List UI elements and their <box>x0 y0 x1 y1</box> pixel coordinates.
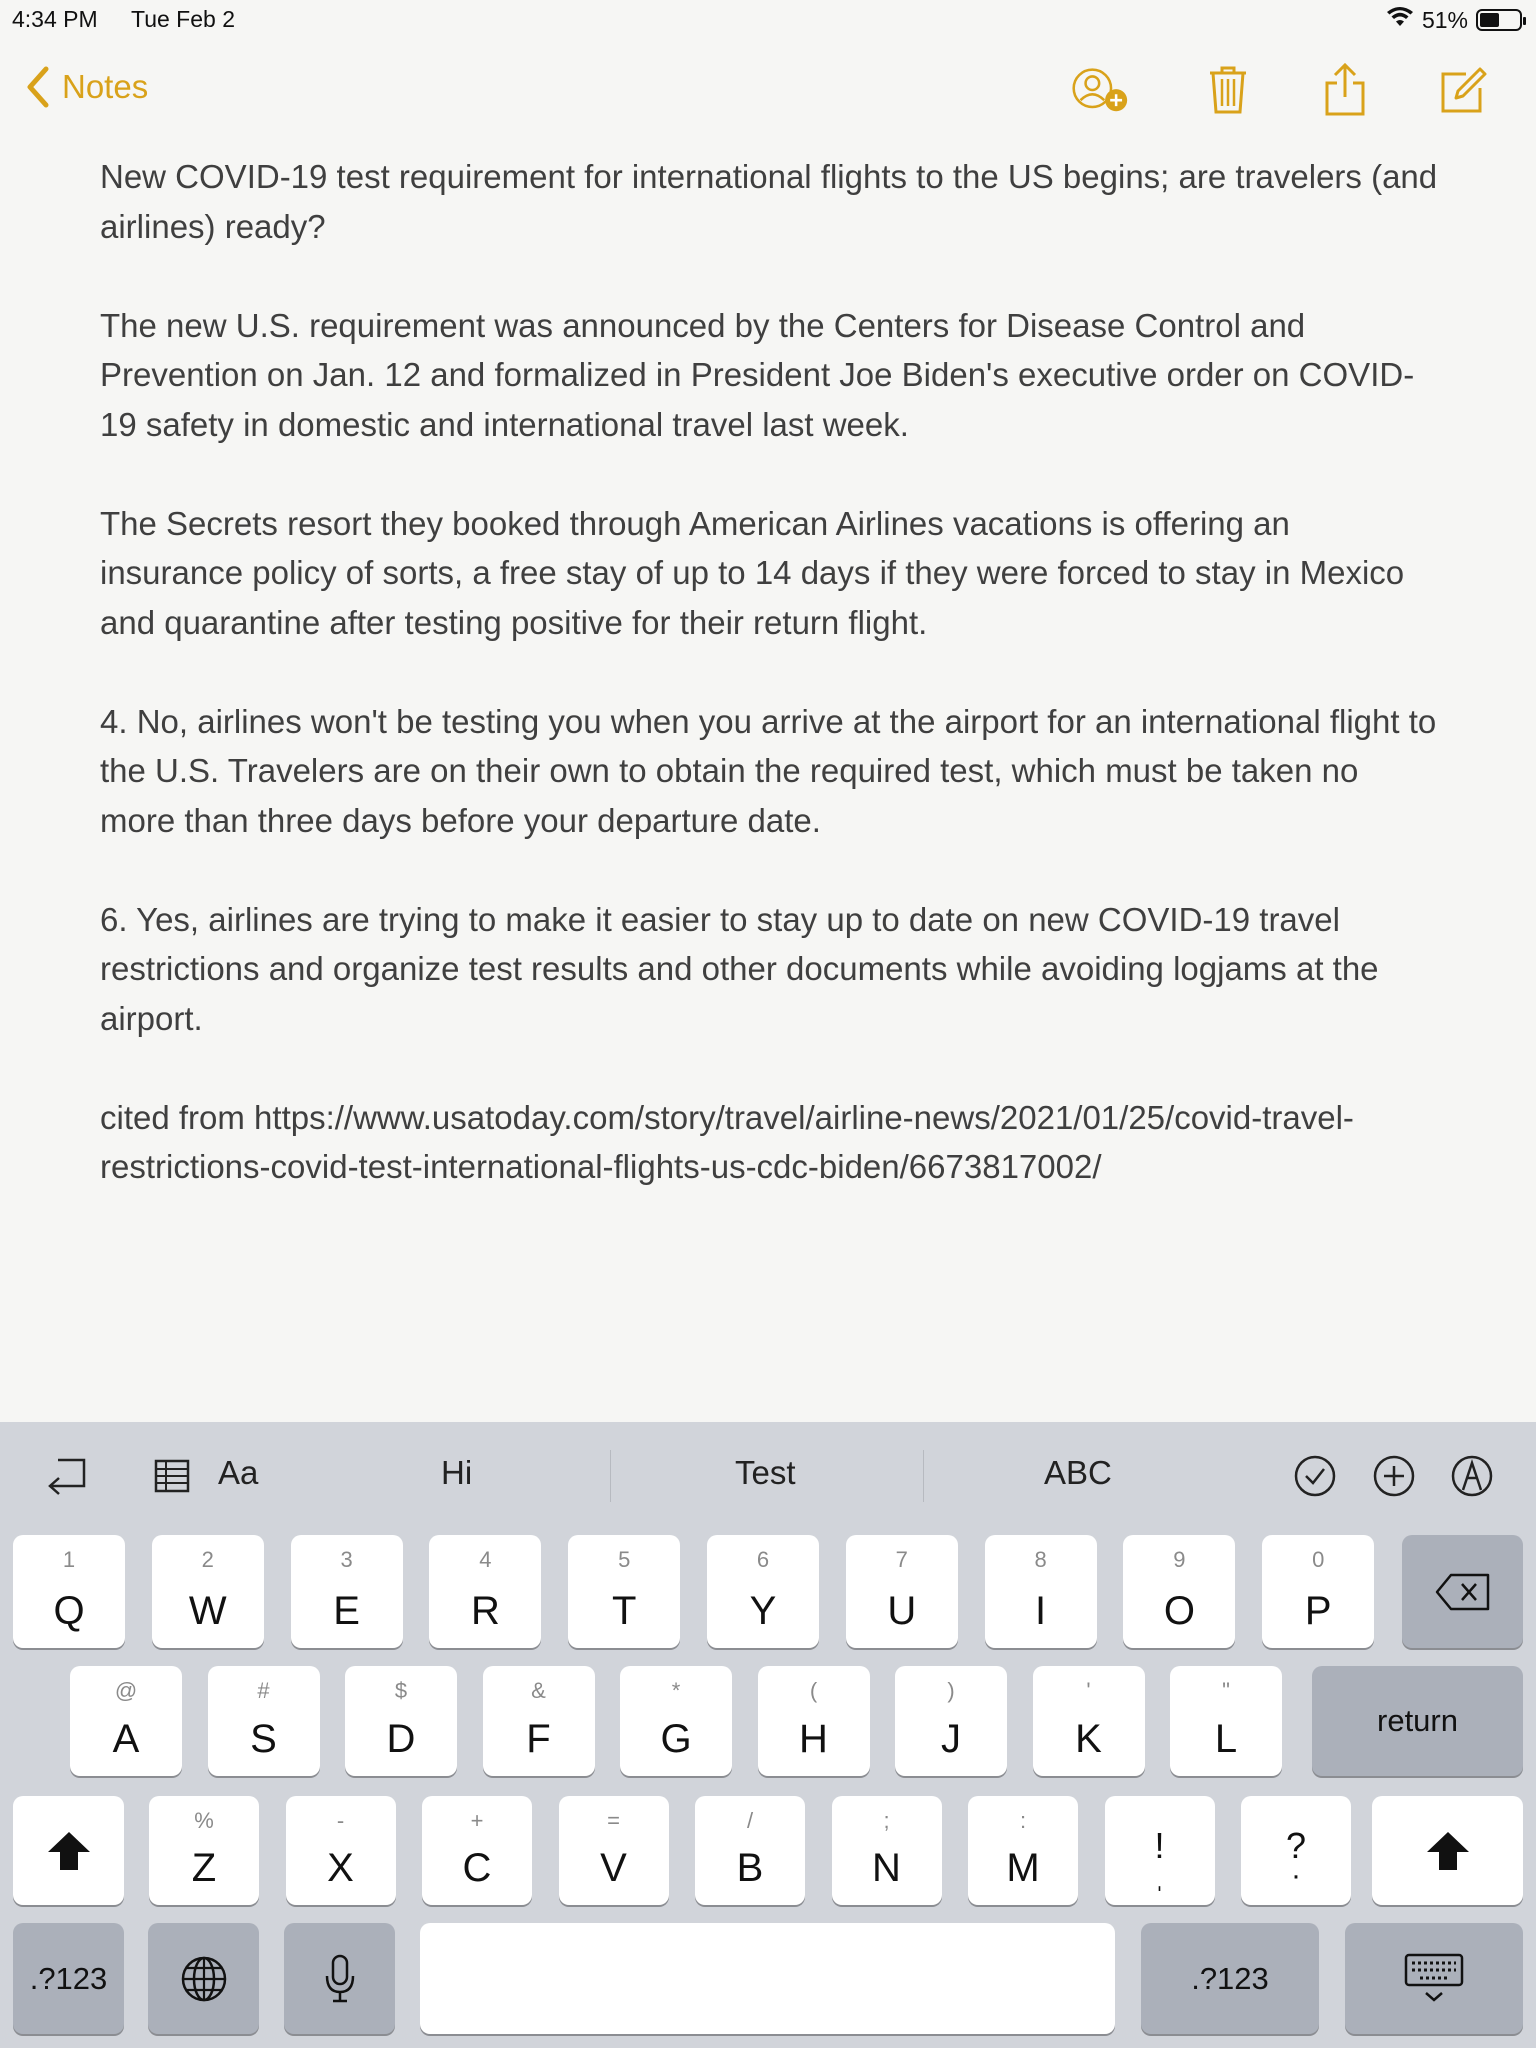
key-primary-label: T <box>611 1589 637 1633</box>
key-w[interactable] <box>152 1535 264 1648</box>
backspace-icon <box>1435 1573 1491 1611</box>
key-primary-label: Z <box>191 1846 217 1890</box>
key-primary-label: S <box>250 1717 277 1761</box>
suggestion-divider <box>610 1450 611 1502</box>
keyboard-dismiss-icon <box>1404 1953 1464 2005</box>
key-f[interactable] <box>483 1666 595 1776</box>
key-secondary-label: - <box>336 1808 345 1833</box>
key-d[interactable] <box>345 1666 457 1776</box>
plus-circle-icon <box>1372 1454 1416 1498</box>
suggestion-2[interactable]: Test <box>735 1454 796 1491</box>
key-k[interactable] <box>1033 1666 1145 1776</box>
return-label: return <box>1377 1703 1458 1738</box>
back-button[interactable] <box>26 66 148 108</box>
undo-icon <box>44 1456 88 1496</box>
note-paragraph-title: New COVID-19 test requirement for international flights to the US begins; are travelers (and airlines) ready? <box>100 158 1438 245</box>
key-secondary-label: 1 <box>62 1547 76 1572</box>
key-primary-label: ! <box>1154 1825 1165 1866</box>
return-key[interactable] <box>1312 1666 1523 1776</box>
insert-button[interactable] <box>1372 1454 1416 1498</box>
key-o[interactable] <box>1123 1535 1235 1648</box>
key-p[interactable] <box>1262 1535 1374 1648</box>
shift-key-left[interactable] <box>13 1796 124 1905</box>
numbers-label: .?123 <box>1191 1960 1269 1996</box>
key-secondary-label: 4 <box>479 1547 492 1572</box>
dismiss-keyboard-key[interactable] <box>1345 1923 1523 2034</box>
key-primary-label: R <box>470 1589 500 1633</box>
note-paragraph: The new U.S. requirement was announced by the Centers for Disease Control and Prevention on Jan. 12 and formalized in President Joe Biden's executive order on COVID-19 safety in domestic and international travel last week. <box>100 306 1415 443</box>
key-secondary-label: ) <box>947 1678 955 1703</box>
wifi-icon <box>1386 6 1414 34</box>
key-primary-label: E <box>333 1589 360 1633</box>
key-secondary-label: * <box>671 1678 681 1703</box>
trash-button[interactable] <box>1200 60 1256 120</box>
key-primary-label: M <box>1006 1846 1040 1890</box>
delete-key[interactable] <box>1402 1535 1523 1648</box>
key-a[interactable] <box>70 1666 182 1776</box>
key-question[interactable] <box>1241 1796 1351 1905</box>
key-exclamation[interactable] <box>1105 1796 1215 1905</box>
battery-fill <box>1480 13 1499 27</box>
add-person-button[interactable] <box>1072 60 1128 120</box>
shift-arrow-icon <box>1425 1830 1471 1872</box>
key-primary-label: X <box>327 1846 354 1890</box>
key-primary-label: D <box>386 1717 416 1761</box>
key-secondary-label: 7 <box>895 1547 908 1572</box>
key-secondary-label: " <box>1222 1678 1230 1703</box>
key-x[interactable] <box>286 1796 396 1905</box>
numbers-label: .?123 <box>29 1960 108 1996</box>
dictation-key[interactable] <box>284 1923 395 2034</box>
suggestion-3[interactable]: ABC <box>1044 1454 1112 1491</box>
key-primary-label: B <box>736 1846 764 1890</box>
key-secondary-label: + <box>470 1808 484 1833</box>
key-m[interactable] <box>968 1796 1078 1905</box>
key-n[interactable] <box>832 1796 942 1905</box>
key-primary-label: A <box>112 1717 140 1761</box>
key-primary-label: F <box>526 1717 551 1761</box>
markup-button[interactable] <box>1450 1454 1494 1498</box>
key-b[interactable] <box>695 1796 805 1905</box>
key-primary-label: O <box>1163 1589 1195 1633</box>
key-v[interactable] <box>559 1796 669 1905</box>
key-primary-label: C <box>462 1846 492 1890</box>
note-paragraph: 6. Yes, airlines are trying to make it easier to stay up to date on new COVID-19 travel restrictions and organize test results and other documents while avoiding logjams at the airport. <box>100 900 1379 1037</box>
markup-pen-icon <box>1450 1454 1494 1498</box>
key-secondary-label: 0 <box>1312 1547 1325 1572</box>
key-primary-label: W <box>188 1589 227 1633</box>
key-secondary-label: 5 <box>618 1547 631 1572</box>
key-secondary-glyph: ˌ <box>1154 1859 1165 1892</box>
key-h[interactable] <box>758 1666 870 1776</box>
key-u[interactable] <box>846 1535 958 1648</box>
key-primary-label: U <box>887 1589 917 1633</box>
note-citation: cited from https://www.usatoday.com/story/travel/airline-news/2021/01/25/covid-travel-restrictions-covid-test-international-flights-us-cdc-biden/6673817002/ <box>100 1098 1354 1185</box>
table-button[interactable] <box>150 1454 194 1498</box>
suggestion-divider <box>923 1450 924 1502</box>
key-primary-label: H <box>799 1717 828 1761</box>
status-right <box>1386 6 1522 34</box>
key-c[interactable] <box>422 1796 532 1905</box>
key-primary-label: P <box>1304 1589 1332 1633</box>
share-icon <box>1324 63 1366 117</box>
checklist-button[interactable] <box>1293 1454 1337 1498</box>
key-primary-label: I <box>1035 1589 1047 1633</box>
key-secondary-label: # <box>257 1678 270 1703</box>
back-label: Notes <box>62 68 149 105</box>
status-bar <box>0 0 1536 40</box>
share-button[interactable] <box>1317 60 1373 120</box>
microphone-icon <box>323 1954 357 2004</box>
format-button[interactable]: Aa <box>218 1454 259 1491</box>
key-g[interactable] <box>620 1666 732 1776</box>
globe-icon <box>180 1955 228 2003</box>
compose-icon <box>1440 66 1488 114</box>
numbers-key-right[interactable] <box>1141 1923 1319 2034</box>
key-secondary-label: & <box>531 1678 546 1703</box>
shortcut-bar <box>0 1422 1536 1532</box>
key-primary-label: Y <box>749 1589 777 1633</box>
key-secondary-label: 2 <box>201 1547 214 1572</box>
key-secondary-glyph: · <box>1291 1859 1301 1892</box>
battery-icon <box>1476 9 1522 31</box>
key-y[interactable] <box>707 1535 819 1648</box>
key-secondary-label: ( <box>809 1678 818 1703</box>
key-j[interactable] <box>895 1666 1007 1776</box>
key-secondary-label: ; <box>883 1808 890 1833</box>
key-secondary-label: @ <box>114 1678 138 1703</box>
status-date: Tue Feb 2 <box>131 6 235 32</box>
key-q[interactable] <box>13 1535 125 1648</box>
add-person-icon <box>1072 62 1128 118</box>
chevron-left-icon <box>26 66 50 108</box>
compose-button[interactable] <box>1436 60 1492 120</box>
undo-button[interactable] <box>44 1454 88 1498</box>
nav-bar <box>0 50 1536 130</box>
note-paragraph: The Secrets resort they booked through American Airlines vacations is offering an insurance policy of sorts, a free stay of up to 14 days if they were forced to stay in Mexico and quarantine after testing positive for their return flight. <box>100 504 1405 641</box>
suggestion-1[interactable]: Hi <box>441 1454 473 1491</box>
keyboard <box>0 1422 1536 2048</box>
key-s[interactable] <box>208 1666 320 1776</box>
key-primary-label: G <box>660 1717 692 1761</box>
key-e[interactable] <box>291 1535 403 1648</box>
key-secondary-label: 3 <box>340 1547 353 1572</box>
key-l[interactable] <box>1170 1666 1282 1776</box>
battery-percent: 51% <box>1421 6 1468 33</box>
key-t[interactable] <box>568 1535 680 1648</box>
key-secondary-label: / <box>746 1808 754 1833</box>
numbers-key-left[interactable] <box>13 1923 124 2034</box>
key-primary-label: L <box>1214 1717 1238 1761</box>
shift-arrow-icon <box>46 1830 92 1872</box>
trash-icon <box>1208 65 1248 115</box>
key-primary-label: V <box>600 1846 627 1890</box>
key-secondary-label: = <box>607 1808 620 1833</box>
key-primary-label: N <box>872 1846 901 1890</box>
key-primary-label: K <box>1075 1717 1102 1761</box>
key-secondary-label: $ <box>394 1678 408 1703</box>
key-primary-label: J <box>941 1717 961 1761</box>
key-i[interactable] <box>985 1535 1097 1648</box>
checkmark-circle-icon <box>1293 1454 1337 1498</box>
key-secondary-label: 9 <box>1173 1547 1186 1572</box>
table-icon <box>154 1459 190 1493</box>
space-key[interactable] <box>420 1923 1115 2034</box>
key-secondary-label: % <box>194 1808 214 1833</box>
key-z[interactable] <box>149 1796 259 1905</box>
key-primary-label: Q <box>53 1589 85 1633</box>
status-time: 4:34 PM <box>12 6 98 32</box>
key-secondary-label: : <box>1019 1808 1027 1833</box>
note-paragraph: 4. No, airlines won't be testing you when you arrive at the airport for an international flight to the U.S. Travelers are on their own to obtain the required test, which must be taken no more than three days before your departure date. <box>100 702 1437 839</box>
key-r[interactable] <box>429 1535 541 1648</box>
globe-key[interactable] <box>148 1923 259 2034</box>
note-body[interactable] <box>100 152 1440 1241</box>
key-primary-label: ? <box>1285 1825 1307 1866</box>
key-secondary-label: 8 <box>1034 1547 1047 1572</box>
key-secondary-label: ' <box>1086 1678 1091 1703</box>
shift-key-right[interactable] <box>1372 1796 1523 1905</box>
key-secondary-label: 6 <box>756 1547 770 1572</box>
